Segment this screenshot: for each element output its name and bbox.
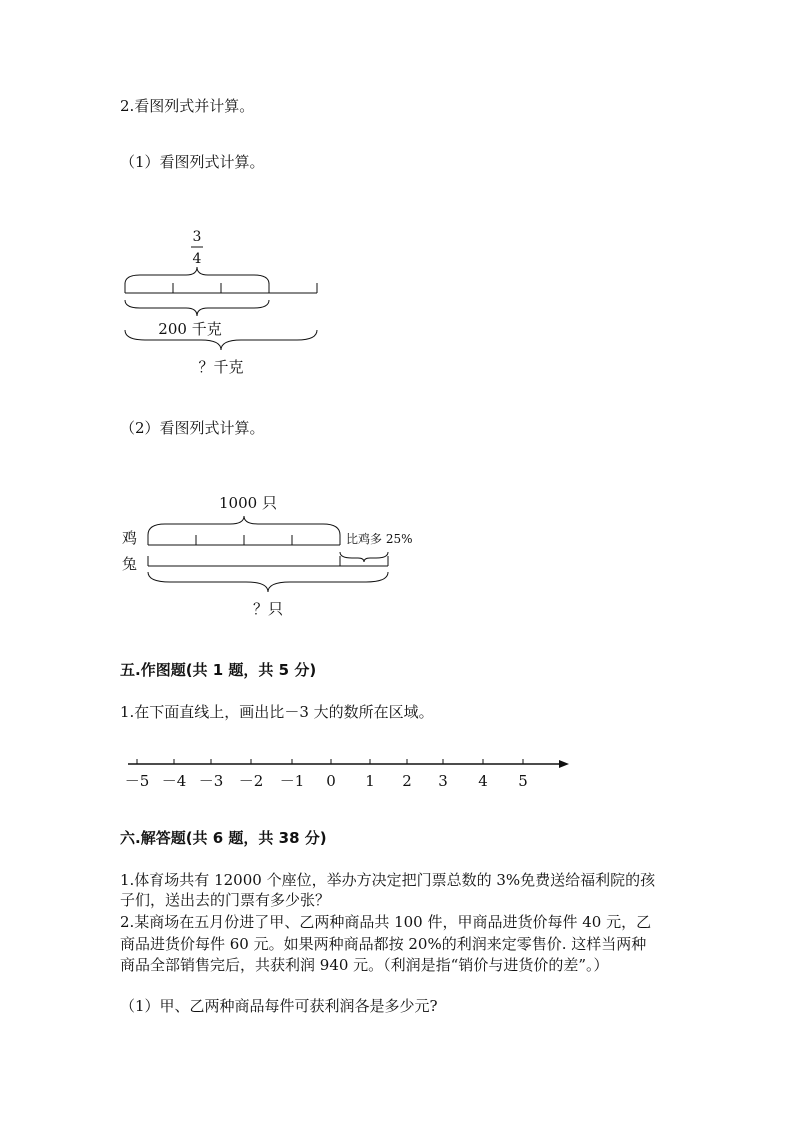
question-2-title: 2.看图列式并计算。 (120, 97, 255, 115)
number-line-label: 4 (478, 772, 488, 790)
fraction-denominator: 4 (192, 251, 202, 267)
axis-arrow (559, 760, 569, 768)
top-label: 1000 只 (219, 494, 277, 512)
top-brace (125, 267, 269, 284)
whole-label: ？千克 (198, 358, 244, 376)
number-line-label: －1 (279, 772, 305, 790)
number-line-label: －2 (238, 772, 264, 790)
section-6-q2-line2: 商品进货价每件 60 元。如果两种商品都按 20%的利润来定零售价. 这样当两种 (120, 935, 647, 953)
number-line-label: 2 (402, 772, 412, 790)
total-brace (148, 572, 388, 592)
chicken-label: 鸡 (122, 529, 138, 547)
section-6-q2-line1: 2.某商场在五月份进了甲、乙两种商品共 100 件，甲商品进货价每件 40 元，乙 (120, 913, 652, 931)
part-brace (125, 300, 269, 316)
number-line (0, 750, 794, 800)
top-brace (148, 516, 340, 535)
number-line-label: －3 (198, 772, 224, 790)
subquestion-2-label: （2）看图列式计算。 (120, 419, 265, 437)
part-label: 200 千克 (158, 320, 222, 338)
number-line-label: 0 (326, 772, 336, 790)
section-6-q1-line1: 1.体育场共有 12000 个座位，举办方决定把门票总数的 3%免费送给福利院的孩 (120, 871, 656, 889)
diagram-weight (0, 220, 794, 420)
number-line-label: 1 (365, 772, 375, 790)
section-5-heading: 五.作图题(共 1 题，共 5 分) (120, 661, 317, 679)
section-6-q2-line3: 商品全部销售完后，共获利润 940 元。（利润是指“销价与进货价的差”。） (120, 956, 609, 974)
number-line-label: －4 (161, 772, 187, 790)
rabbit-label: 兔 (122, 555, 138, 573)
section-5-question-1: 1.在下面直线上，画出比－3 大的数所在区域。 (120, 703, 434, 721)
extra-label: 比鸡多 25% (346, 532, 413, 546)
subquestion-1-label: （1）看图列式计算。 (120, 153, 265, 171)
number-line-label: －5 (124, 772, 150, 790)
diagram-animals (0, 490, 794, 630)
section-6-q1-line2: 子们，送出去的门票有多少张？ (120, 891, 331, 909)
extra-brace (340, 552, 388, 562)
section-6-q2-sub1: （1）甲、乙两种商品每件可获利润各是多少元? (120, 997, 438, 1015)
number-line-label: 5 (518, 772, 528, 790)
section-6-heading: 六.解答题(共 6 题，共 38 分) (120, 829, 327, 847)
total-label: ？只 (252, 600, 284, 618)
number-line-label: 3 (438, 772, 448, 790)
fraction-numerator: 3 (192, 229, 202, 245)
